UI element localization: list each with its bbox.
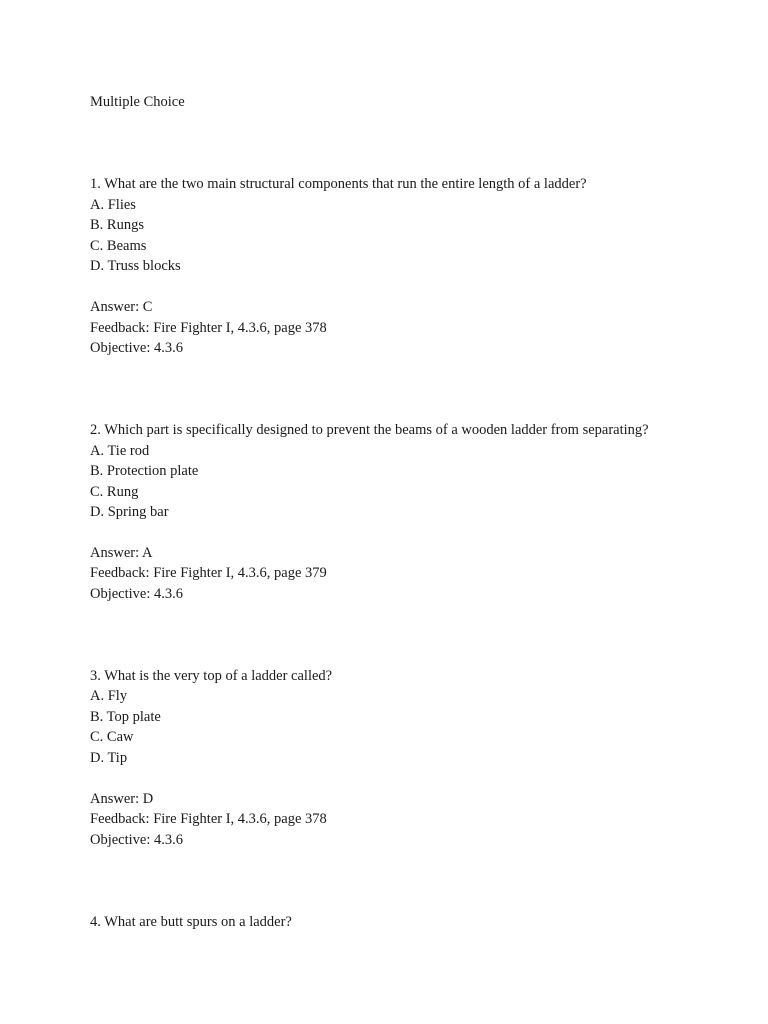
question-1-option-a: A. Flies <box>90 197 136 213</box>
question-1-option-d: D. Truss blocks <box>90 258 181 274</box>
question-2-text: 2. Which part is specifically designed to prevent the beams of a wooden ladder from separating? <box>90 422 649 438</box>
question-3-option-d: D. Tip <box>90 750 128 766</box>
question-3-option-a: A. Fly <box>90 688 128 704</box>
question-2-objective: Objective: 4.3.6 <box>90 586 184 602</box>
question-1-option-b: B. Rungs <box>90 217 144 233</box>
question-1-option-c: C. Beams <box>90 238 147 254</box>
question-3-objective: Objective: 4.3.6 <box>90 832 184 848</box>
question-4-text: 4. What are butt spurs on a ladder? <box>90 914 292 930</box>
question-1-answer: Answer: C <box>90 299 153 315</box>
question-2-option-c: C. Rung <box>90 484 139 500</box>
question-2-feedback: Feedback: Fire Fighter I, 4.3.6, page 379 <box>90 565 327 581</box>
question-3-option-b: B. Top plate <box>90 709 161 725</box>
question-2-option-b: B. Protection plate <box>90 463 199 479</box>
question-3-option-c: C. Caw <box>90 729 134 745</box>
question-2-answer: Answer: A <box>90 545 153 561</box>
question-3-text: 3. What is the very top of a ladder called? <box>90 668 333 684</box>
question-1-objective: Objective: 4.3.6 <box>90 340 184 356</box>
question-2-option-d: D. Spring bar <box>90 504 169 520</box>
question-1-text: 1. What are the two main structural components that run the entire length of a ladder? <box>90 176 587 192</box>
section-heading: Multiple Choice <box>90 94 185 110</box>
question-3-feedback: Feedback: Fire Fighter I, 4.3.6, page 378 <box>90 811 327 827</box>
question-2-option-a: A. Tie rod <box>90 443 150 459</box>
question-1-feedback: Feedback: Fire Fighter I, 4.3.6, page 378 <box>90 320 327 336</box>
question-3-answer: Answer: D <box>90 791 154 807</box>
